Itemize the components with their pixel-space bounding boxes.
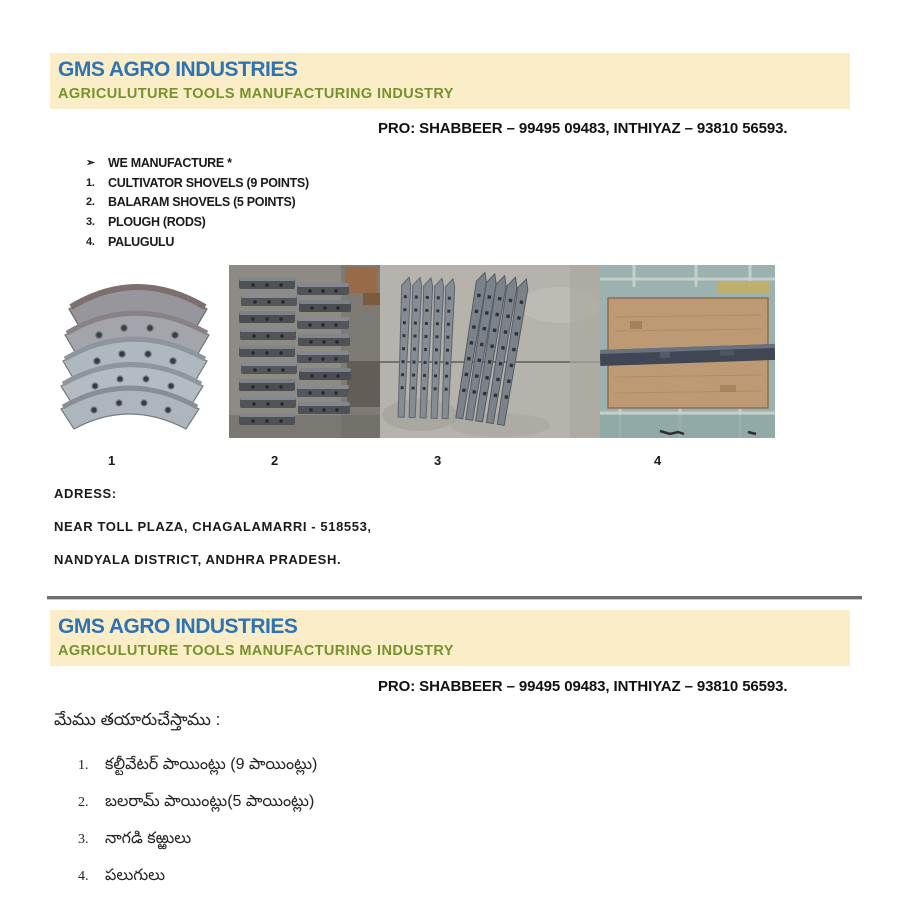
photo-palugulu-bar (600, 265, 775, 438)
list-item (78, 792, 317, 814)
list-item-number: 1. (78, 758, 89, 773)
list-item-number: 4. (86, 236, 95, 249)
photo-caption-1: 1 (108, 453, 116, 468)
list-item (78, 866, 317, 888)
list-item (86, 212, 309, 232)
address-label: ADRESS: (54, 486, 117, 501)
company-subtitle-1: AGRICULUTURE TOOLS MANUFACTURING INDUSTRY (58, 86, 454, 102)
cultivator-shovels-image (47, 265, 229, 438)
list-item (86, 193, 309, 213)
manufacture-list (86, 153, 309, 252)
list-item-label: CULTIVATOR SHOVELS (9 POINTS) (108, 175, 309, 190)
photo-caption-3: 3 (434, 453, 442, 468)
address-block (54, 487, 372, 586)
list-item-label: కల్టీవేటర్ పాయింట్లు (9 పాయింట్లు) (105, 756, 318, 773)
photo-plough-rods (380, 265, 600, 438)
header-band-2 (50, 610, 850, 666)
list-item-number: 4. (78, 869, 89, 884)
list-item (86, 173, 309, 193)
contact-line-1: PRO: SHABBEER – 99495 09483, INTHIYAZ – 93810 56593. (378, 120, 788, 137)
company-title-2: GMS AGRO INDUSTRIES (58, 615, 298, 638)
contact-line-2: PRO: SHABBEER – 99495 09483, INTHIYAZ – 93810 56593. (378, 678, 788, 695)
palugulu-image (600, 265, 775, 438)
list-item-number: 3. (86, 216, 95, 229)
manufacture-heading-row (86, 153, 309, 173)
address-line-2: NANDYALA DISTRICT, ANDHRA PRADESH. (54, 552, 342, 567)
list-item-number: 2. (86, 196, 95, 209)
photo-balaram-shovels (229, 265, 380, 438)
company-subtitle-2: AGRICULUTURE TOOLS MANUFACTURING INDUSTRY (58, 643, 454, 659)
photo-caption-4: 4 (654, 453, 662, 468)
list-item-label: PLOUGH (RODS) (108, 215, 206, 230)
list-item (78, 755, 317, 777)
list-item-label: PALUGULU (108, 235, 175, 250)
arrow-bullet-icon: ➢ (86, 157, 95, 170)
list-item-label: BALARAM SHOVELS (5 POINTS) (108, 195, 296, 210)
manufacture-heading: WE MANUFACTURE * (108, 155, 232, 170)
telugu-intro: మేము తయారుచేస్తాము : (54, 710, 221, 729)
balaram-shovels-image (229, 265, 380, 438)
product-photo-strip (47, 265, 775, 438)
list-item-number: 2. (78, 795, 89, 810)
list-item (78, 829, 317, 851)
list-item-number: 3. (78, 832, 89, 847)
list-item (86, 232, 309, 252)
list-item-number: 1. (86, 176, 95, 189)
list-item-label: పలుగులు (105, 867, 166, 884)
list-item-label: బలరామ్ పాయింట్లు(5 పాయింట్లు) (105, 793, 315, 810)
page-divider (47, 596, 862, 599)
address-line-1: NEAR TOLL PLAZA, CHAGALAMARRI - 518553, (54, 519, 372, 534)
company-title-1: GMS AGRO INDUSTRIES (58, 58, 298, 81)
header-band-1 (50, 53, 850, 109)
photo-cultivator-shovels (47, 265, 229, 438)
telugu-product-list (78, 755, 317, 900)
list-item-label: నాగడి కఱ్ఱులు (105, 830, 192, 847)
plough-rods-image (380, 265, 600, 438)
photo-caption-2: 2 (271, 453, 279, 468)
